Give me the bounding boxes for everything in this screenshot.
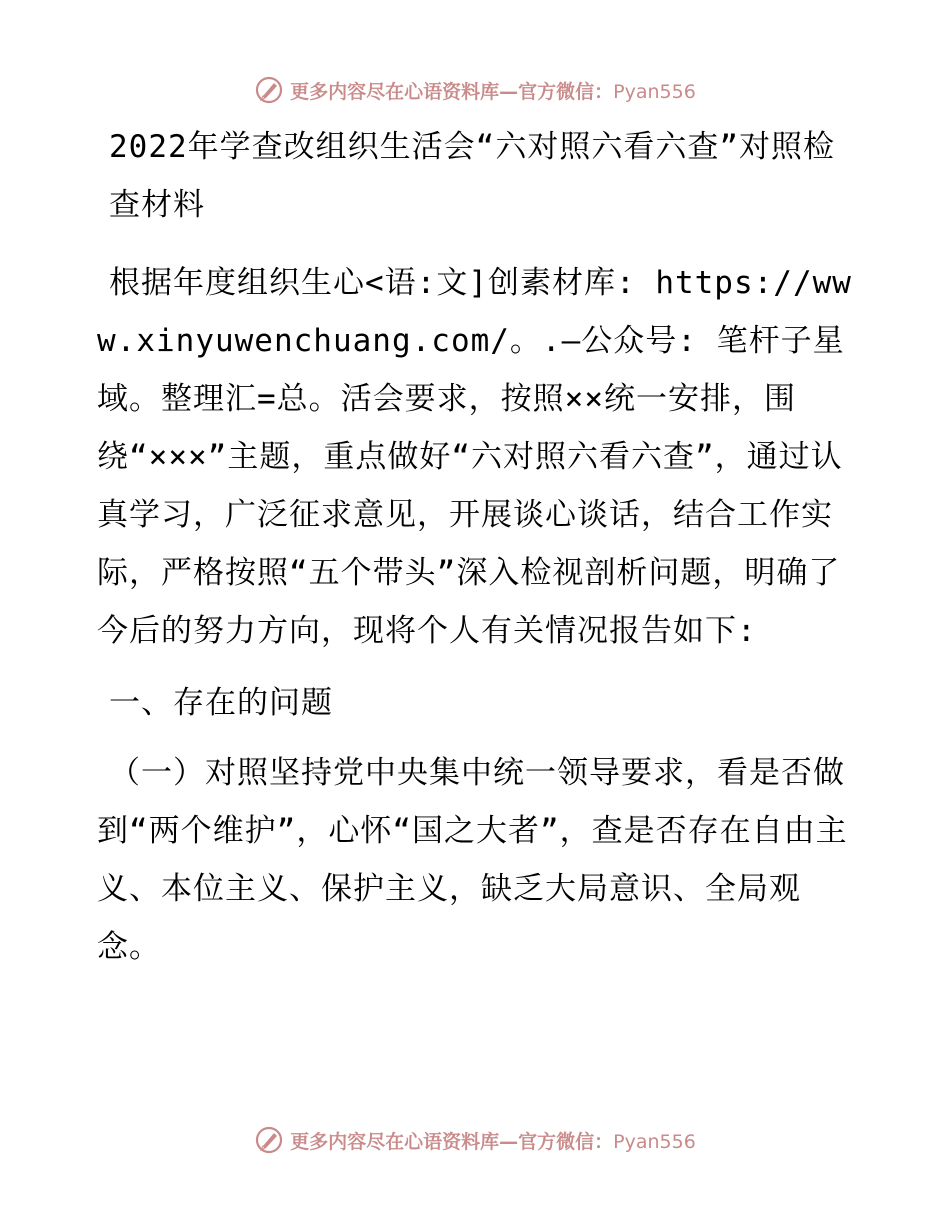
watermark-wechat-id: Pyan556 [613, 1130, 696, 1153]
footer-watermark [0, 1120, 950, 1160]
document-body [97, 118, 857, 976]
watermark-text: 更多内容尽在心语资料库—官方微信：Pyan556 [290, 80, 696, 103]
watermark-wechat-id: Pyan556 [613, 80, 696, 103]
intro-paragraph: 根据年度组织生心<语:文]创素材库: https://www.xinyuwenchuang.com/。.—公众号: 笔杆子星域。整理汇=总。活会要求，按照××统一安排，围绕“×××”主题，重点做好“六对照六看六查”，通过认真学习，广泛征求意见，开展谈心谈话，结合工作实际，严格按照“五个带头”深入检视剖析问题，明确了今后的努力方向，现将个人有关情况报告如下: [97, 265, 852, 649]
watermark-text: 更多内容尽在心语资料库—官方微信：Pyan556 [290, 1130, 696, 1153]
section-heading: 一、存在的问题 [109, 685, 333, 721]
document-title: 2022年学查改组织生活会“六对照六看六查”对照检查材料 [109, 129, 835, 223]
pen-logo-icon [254, 1125, 284, 1155]
pen-logo-icon [254, 75, 284, 105]
subsection-paragraph: （一）对照坚持党中央集中统一领导要求，看是否做到“两个维护”，心怀“国之大者”，查是否存在自由主义、本位主义、保护主义，缺乏大局意识、全局观念。 [97, 755, 848, 965]
header-watermark [0, 70, 950, 110]
